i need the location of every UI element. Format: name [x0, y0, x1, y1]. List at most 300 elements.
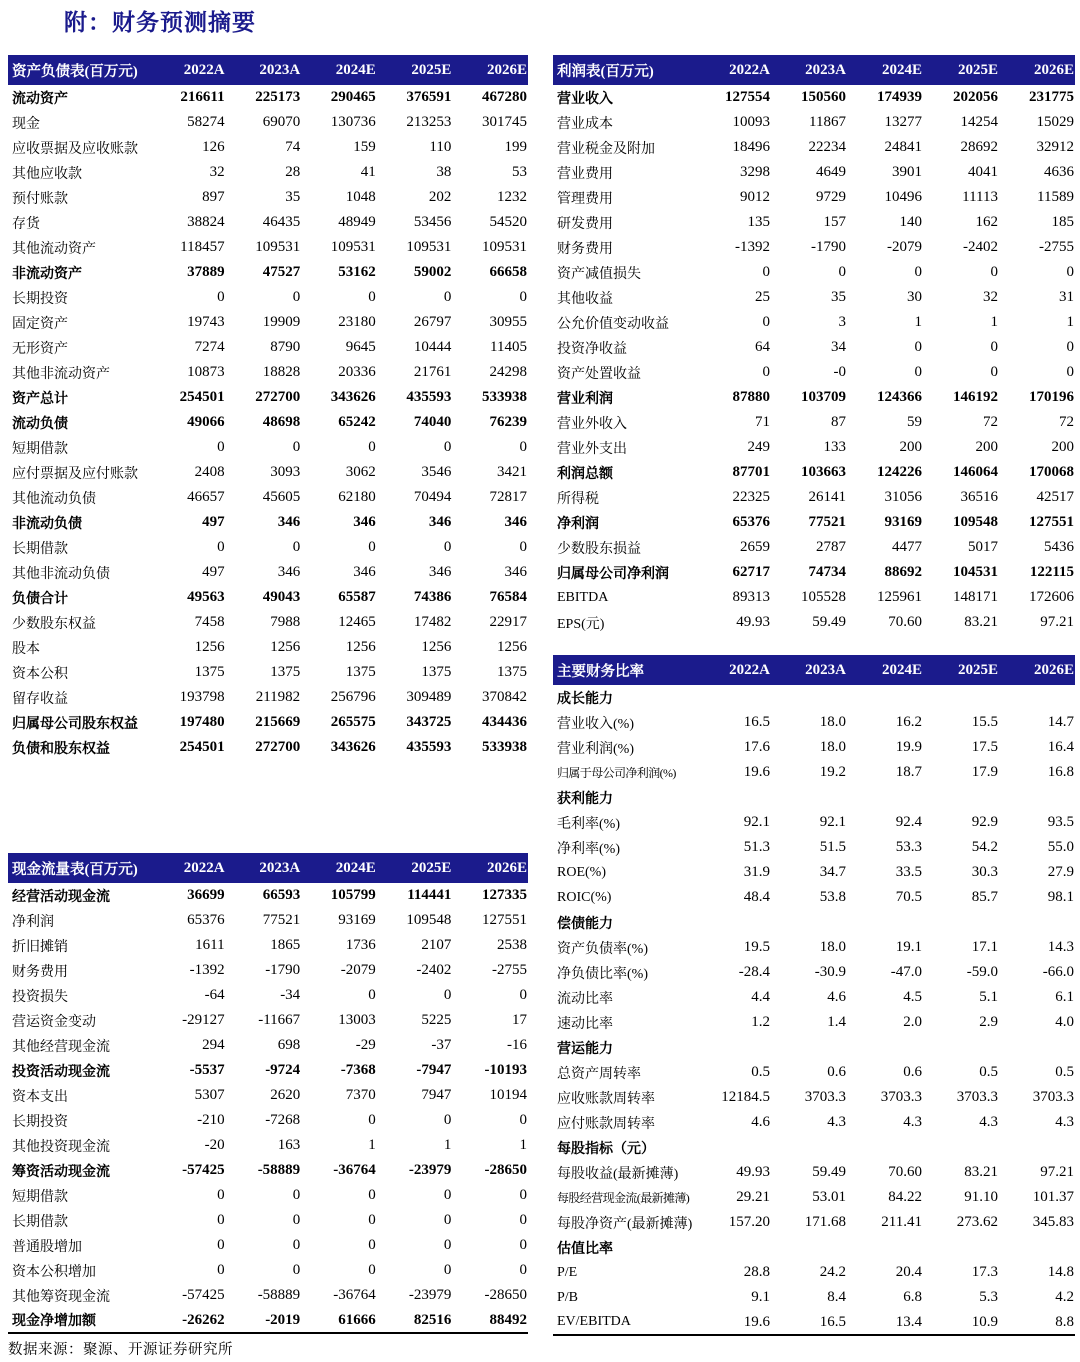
cell-value: 87	[831, 414, 846, 430]
cell-value: 2.0	[903, 1014, 922, 1030]
table-row	[8, 435, 528, 460]
cell-value: 33.5	[895, 864, 922, 880]
cell-value: 2107	[421, 937, 452, 953]
cell-value: 101.37	[1032, 1189, 1074, 1205]
cell-value: 16.2	[895, 714, 922, 730]
cell-value: 53456	[413, 214, 452, 230]
cell-value: -23979	[408, 1287, 452, 1303]
cell-value: 200	[1051, 439, 1074, 455]
cell-value: 64	[755, 339, 770, 355]
cell-value: 150560	[801, 89, 846, 105]
row-label: 普通股增加	[12, 1239, 82, 1255]
cell-value	[695, 1035, 771, 1060]
cell-value: 0	[368, 1237, 376, 1253]
cell-value: 249	[747, 439, 770, 455]
table-header-row	[553, 55, 1075, 85]
cell-value	[923, 1135, 999, 1160]
cell-value: 72817	[489, 489, 527, 505]
table-row	[8, 908, 528, 933]
table-row	[553, 960, 1075, 985]
cell-value: 14.7	[1047, 714, 1074, 730]
cell-value: -64	[204, 987, 225, 1003]
cell-value: 157	[823, 214, 846, 230]
cell-value: 0	[443, 1187, 452, 1203]
cell-value: 76584	[489, 589, 527, 605]
cell-value: 0	[292, 1187, 301, 1203]
table-row	[553, 410, 1075, 435]
row-label: 经营活动现金流	[12, 889, 110, 905]
cell-value: 55.0	[1047, 839, 1074, 855]
cell-value: 6.1	[1055, 989, 1074, 1005]
cell-value: 48949	[338, 214, 376, 230]
cell-value: 435593	[406, 739, 452, 755]
cell-value: 5436	[1044, 539, 1074, 555]
cell-value: 11405	[490, 339, 527, 355]
row-label: 流动负债	[12, 416, 68, 432]
cell-value: 146064	[953, 464, 998, 480]
cell-value: 10.9	[971, 1313, 998, 1330]
cell-value: -11667	[258, 1012, 301, 1028]
row-label: 利润总额	[557, 466, 613, 482]
cell-value: 25	[755, 289, 770, 305]
cell-value: 9012	[740, 189, 770, 205]
cell-value: 92.4	[895, 814, 922, 830]
row-label: 其他应收款	[12, 166, 82, 182]
row-label: 每股指标（元）	[557, 1141, 655, 1157]
cell-value: 148171	[953, 589, 998, 605]
cell-value	[923, 785, 999, 810]
cell-value: 29.21	[736, 1189, 770, 1205]
table-row	[553, 1060, 1075, 1085]
cell-value: -23979	[408, 1162, 452, 1178]
cell-value: 14.8	[1047, 1264, 1074, 1280]
row-label: 投资损失	[12, 989, 68, 1005]
cell-value: 91.10	[964, 1189, 998, 1205]
cell-value: 89313	[732, 589, 770, 605]
cell-value: 1	[990, 314, 998, 330]
column-header: 2025E	[377, 55, 453, 85]
cell-value: 4.0	[1055, 1014, 1074, 1030]
cell-value: 4636	[1044, 164, 1074, 180]
cell-value: -66.0	[1042, 964, 1074, 980]
cell-value: 272700	[255, 739, 301, 755]
cell-value: -7947	[416, 1062, 452, 1078]
cell-value: 17.1	[971, 939, 998, 955]
cell-value: 54.2	[971, 839, 998, 855]
cell-value: 185	[1051, 214, 1074, 230]
table-row	[553, 585, 1075, 610]
cell-value: 265575	[330, 714, 376, 730]
cell-value: 231775	[1029, 89, 1074, 105]
cell-value: 47527	[262, 264, 301, 280]
table-row	[8, 185, 528, 210]
cell-value: 74734	[808, 564, 846, 580]
table-row	[8, 610, 528, 635]
cell-value: 1	[443, 1137, 452, 1153]
row-label: EBITDA	[557, 589, 609, 605]
cell-value: 0	[1066, 339, 1074, 355]
cell-value: 110	[429, 139, 452, 155]
cell-value	[999, 785, 1075, 810]
cell-value: 31.9	[743, 864, 770, 880]
table-header-row	[8, 55, 528, 85]
row-label: 非流动资产	[12, 266, 82, 282]
row-label: 净利率(%)	[557, 841, 620, 857]
cell-value: 19743	[187, 314, 225, 330]
cell-value: 88692	[884, 564, 922, 580]
cell-value: 9729	[816, 189, 846, 205]
cell-value: 14.3	[1047, 939, 1074, 955]
cell-value: 41	[360, 164, 376, 180]
cell-value: 62180	[338, 489, 376, 505]
cell-value: 2620	[270, 1087, 301, 1103]
cell-value: 11113	[962, 189, 998, 205]
cell-value: 0	[519, 987, 527, 1003]
table-row	[8, 1158, 528, 1183]
cell-value: 0	[217, 1187, 225, 1203]
cell-value: 4.5	[903, 989, 922, 1005]
cell-value: -36764	[333, 1162, 376, 1178]
column-header: 2024E	[847, 55, 923, 85]
cell-value: 1256	[345, 639, 376, 655]
row-label: 其他流动负债	[12, 491, 96, 507]
cell-value: 17.9	[971, 764, 998, 780]
cell-value: 159	[353, 139, 376, 155]
cell-value: 61666	[338, 1311, 376, 1328]
cell-value: -29	[355, 1037, 376, 1053]
cell-value: 13.4	[895, 1313, 922, 1330]
cell-value: 7947	[421, 1087, 452, 1103]
cell-value: 1256	[421, 639, 452, 655]
cell-value: 346	[428, 564, 452, 580]
cell-value: 87880	[732, 389, 770, 405]
row-label: 长期借款	[12, 541, 68, 557]
row-label: 资产总计	[12, 391, 68, 407]
cell-value: 83.21	[964, 614, 998, 630]
cell-value: 49.93	[736, 614, 770, 630]
cell-value	[695, 1135, 771, 1160]
cell-value: 109531	[482, 239, 527, 255]
cell-value: 0	[519, 1112, 527, 1128]
cell-value: 272700	[255, 389, 301, 405]
cell-value: 49.93	[736, 1164, 770, 1180]
cell-value: 88492	[489, 1311, 527, 1328]
table-row	[8, 1108, 528, 1133]
cell-value: 0	[519, 289, 527, 305]
cell-value: 2659	[740, 539, 770, 555]
cell-value: 16.4	[1047, 739, 1074, 755]
cell-value: 698	[277, 1037, 301, 1053]
table-row	[553, 1310, 1075, 1335]
table-row	[8, 1283, 528, 1308]
row-label: 每股经营现金流(最新摊薄)	[557, 1191, 690, 1205]
cell-value: 0	[990, 364, 998, 380]
cell-value: -57425	[182, 1162, 225, 1178]
table-row	[553, 110, 1075, 135]
cell-value: 70.60	[888, 1164, 922, 1180]
table-row	[8, 160, 528, 185]
cell-value	[923, 1035, 999, 1060]
cell-value: 127554	[725, 89, 770, 105]
income-statement-table	[553, 55, 1075, 635]
cell-value: 70494	[413, 489, 452, 505]
cell-value: 533938	[482, 389, 527, 405]
cell-value: -2402	[963, 239, 998, 255]
row-label: 财务费用	[12, 964, 68, 980]
row-label: 归属于母公司净利润(%)	[557, 766, 676, 780]
cell-value: 17	[512, 1012, 527, 1028]
table-row	[553, 1160, 1075, 1185]
cell-value: 127335	[482, 887, 527, 903]
cell-value: -2755	[1039, 239, 1074, 255]
cell-value: 3546	[421, 464, 452, 480]
table-row	[553, 1010, 1075, 1035]
cell-value: 19.2	[819, 764, 846, 780]
cell-value: -28.4	[738, 964, 770, 980]
table-row	[553, 1085, 1075, 1110]
row-label: 少数股东损益	[557, 541, 641, 557]
cell-value: 74040	[413, 414, 452, 430]
column-header: 2023A	[771, 655, 847, 685]
cell-value: 0	[519, 1187, 527, 1203]
cell-value: -34	[280, 987, 301, 1003]
cell-value: 5225	[421, 1012, 452, 1028]
cell-value: 51.5	[819, 839, 846, 855]
cell-value: 58274	[187, 114, 225, 130]
cell-value	[999, 1135, 1075, 1160]
column-header: 2026E	[452, 55, 528, 85]
table-row	[8, 1008, 528, 1033]
table-row	[553, 385, 1075, 410]
row-label: 营业外支出	[557, 441, 627, 457]
cell-value: 3421	[497, 464, 527, 480]
cell-value: 12184.5	[721, 1089, 770, 1105]
cell-value: 59.49	[812, 1164, 846, 1180]
row-label: 每股收益(最新摊薄)	[557, 1166, 679, 1182]
cell-value	[847, 1235, 923, 1260]
cell-value: 3703.3	[804, 1089, 846, 1105]
cell-value: 140	[899, 214, 922, 230]
cell-value: 126	[202, 139, 225, 155]
table-row	[8, 235, 528, 260]
cell-value: 69070	[262, 114, 301, 130]
cell-value: 49043	[262, 589, 301, 605]
cell-value: 4.4	[751, 989, 770, 1005]
cell-value: 109531	[330, 239, 376, 255]
cell-value: 0	[217, 439, 225, 455]
cell-value: -10193	[484, 1062, 527, 1078]
cell-value: 0	[368, 1112, 376, 1128]
table-row	[553, 360, 1075, 385]
cell-value: -7268	[265, 1112, 301, 1128]
cell-value: 346	[504, 564, 527, 580]
cell-value: 5.1	[979, 989, 998, 1005]
cell-value: 343626	[330, 739, 376, 755]
cell-value: 1232	[497, 189, 527, 205]
row-label: 估值比率	[557, 1241, 613, 1257]
row-label: 营业税金及附加	[557, 141, 655, 157]
cell-value: 83.21	[964, 1164, 998, 1180]
row-label: 营运能力	[557, 1041, 613, 1057]
cell-value: -20	[204, 1137, 225, 1153]
cell-value: 65376	[187, 912, 225, 928]
table-row	[8, 585, 528, 610]
row-label: 资产减值损失	[557, 266, 641, 282]
cell-value: 0	[292, 289, 301, 305]
cell-value: 2538	[497, 937, 527, 953]
cell-value: 22325	[732, 489, 770, 505]
row-label: 财务费用	[557, 241, 613, 257]
cell-value: -28650	[484, 1287, 527, 1303]
cell-value: 4477	[892, 539, 922, 555]
cell-value: 16.5	[819, 1313, 846, 1330]
cell-value: 0	[914, 264, 922, 280]
cell-value: 0	[519, 539, 527, 555]
cell-value	[847, 1035, 923, 1060]
row-label: 所得税	[557, 491, 599, 507]
cell-value: 3093	[270, 464, 301, 480]
cell-value: 0	[443, 1212, 452, 1228]
cell-value: 22917	[489, 614, 527, 630]
table-row	[553, 135, 1075, 160]
cell-value	[923, 1235, 999, 1260]
cell-value: 533938	[482, 739, 527, 755]
cell-value: 36699	[187, 887, 225, 903]
cell-value: 19.1	[895, 939, 922, 955]
cell-value: 0	[368, 987, 376, 1003]
cell-value: 0.5	[1055, 1064, 1074, 1080]
cell-value: 1.2	[751, 1014, 770, 1030]
cell-value: 1375	[345, 664, 376, 680]
cell-value: 5.3	[979, 1289, 998, 1305]
table-row	[8, 1183, 528, 1208]
cell-value: 27.9	[1047, 864, 1074, 880]
cell-value: 9645	[345, 339, 376, 355]
table-row	[553, 510, 1075, 535]
cell-value: 8790	[270, 339, 301, 355]
table-row	[8, 110, 528, 135]
cell-value	[771, 1035, 847, 1060]
cell-value: 3901	[892, 164, 922, 180]
cell-value: -9724	[265, 1062, 301, 1078]
cell-value: 74386	[413, 589, 452, 605]
cell-value: 0	[292, 1262, 301, 1278]
cell-value: 2787	[816, 539, 846, 555]
cell-value: 1256	[194, 639, 225, 655]
cell-value: 18496	[732, 139, 770, 155]
table-row	[8, 1058, 528, 1083]
table-row	[553, 760, 1075, 785]
cell-value: 1611	[195, 937, 225, 953]
cell-value: -37	[431, 1037, 452, 1053]
cell-value: 897	[202, 189, 225, 205]
cell-value: 97.21	[1040, 1164, 1074, 1180]
row-label: 偿债能力	[557, 916, 613, 932]
cell-value	[771, 1235, 847, 1260]
cell-value: 0	[1066, 364, 1074, 380]
row-label: 资本支出	[12, 1089, 68, 1105]
table-title: 资产负债表(百万元)	[8, 55, 150, 85]
cell-value: 1	[519, 1137, 527, 1153]
cell-value: 346	[428, 514, 452, 530]
cell-value: 1048	[345, 189, 376, 205]
cell-value: 216611	[180, 89, 225, 105]
cell-value: 1865	[270, 937, 301, 953]
cell-value: 1375	[421, 664, 452, 680]
cell-value: 42517	[1036, 489, 1074, 505]
cell-value: -16	[507, 1037, 527, 1053]
table-row	[553, 535, 1075, 560]
table-row	[8, 983, 528, 1008]
column-header: 2024E	[301, 55, 377, 85]
cell-value: 170196	[1029, 389, 1074, 405]
cell-value: 93.5	[1047, 814, 1074, 830]
cell-value: 31056	[884, 489, 922, 505]
row-label: 投资活动现金流	[12, 1064, 110, 1080]
cell-value: 7458	[194, 614, 225, 630]
cell-value: 0	[443, 289, 452, 305]
cell-value: 1256	[270, 639, 301, 655]
cell-value: 71	[755, 414, 770, 430]
table-row	[8, 535, 528, 560]
cell-value: 53	[512, 164, 527, 180]
cell-value: 35	[285, 189, 301, 205]
row-label: 营业费用	[557, 166, 613, 182]
cell-value: 3703.3	[1032, 1089, 1074, 1105]
cell-value: -0	[833, 364, 846, 380]
cell-value: 1736	[345, 937, 376, 953]
cell-value: 4.6	[827, 989, 846, 1005]
row-label: P/E	[557, 1264, 578, 1280]
table-row	[553, 160, 1075, 185]
column-header: 2023A	[771, 55, 847, 85]
cell-value: 0.6	[827, 1064, 846, 1080]
table-row	[553, 335, 1075, 360]
row-label: 负债和股东权益	[12, 741, 110, 757]
row-label: 应付票据及应付账款	[12, 466, 138, 482]
row-label: 其他流动资产	[12, 241, 96, 257]
row-label: P/B	[557, 1289, 579, 1305]
table-row	[553, 710, 1075, 735]
cell-value: 7370	[345, 1087, 376, 1103]
row-label: 无形资产	[12, 341, 68, 357]
row-label: 营业收入	[557, 91, 613, 107]
cell-value: 1	[368, 1137, 376, 1153]
cell-value: -2402	[416, 962, 452, 978]
table-row	[553, 935, 1075, 960]
cell-value	[771, 785, 847, 810]
cell-value: -26262	[182, 1311, 225, 1328]
cell-value: 10444	[413, 339, 452, 355]
table-row	[553, 885, 1075, 910]
cell-value: 346	[353, 514, 376, 530]
cell-value: 0	[443, 1262, 452, 1278]
cell-value: 0	[1066, 264, 1074, 280]
cell-value: 65587	[338, 589, 376, 605]
cell-value: 0	[838, 264, 846, 280]
cell-value: 1375	[270, 664, 301, 680]
cell-value: 109531	[255, 239, 301, 255]
table-row	[8, 460, 528, 485]
cell-value: -28650	[484, 1162, 527, 1178]
table-row	[553, 835, 1075, 860]
cell-value	[923, 910, 999, 935]
table-row	[553, 1260, 1075, 1285]
table-title: 现金流量表(百万元)	[8, 853, 150, 883]
cell-value: 172606	[1029, 589, 1074, 605]
cell-value: 65242	[338, 414, 376, 430]
cell-value: 4.2	[1055, 1289, 1074, 1305]
